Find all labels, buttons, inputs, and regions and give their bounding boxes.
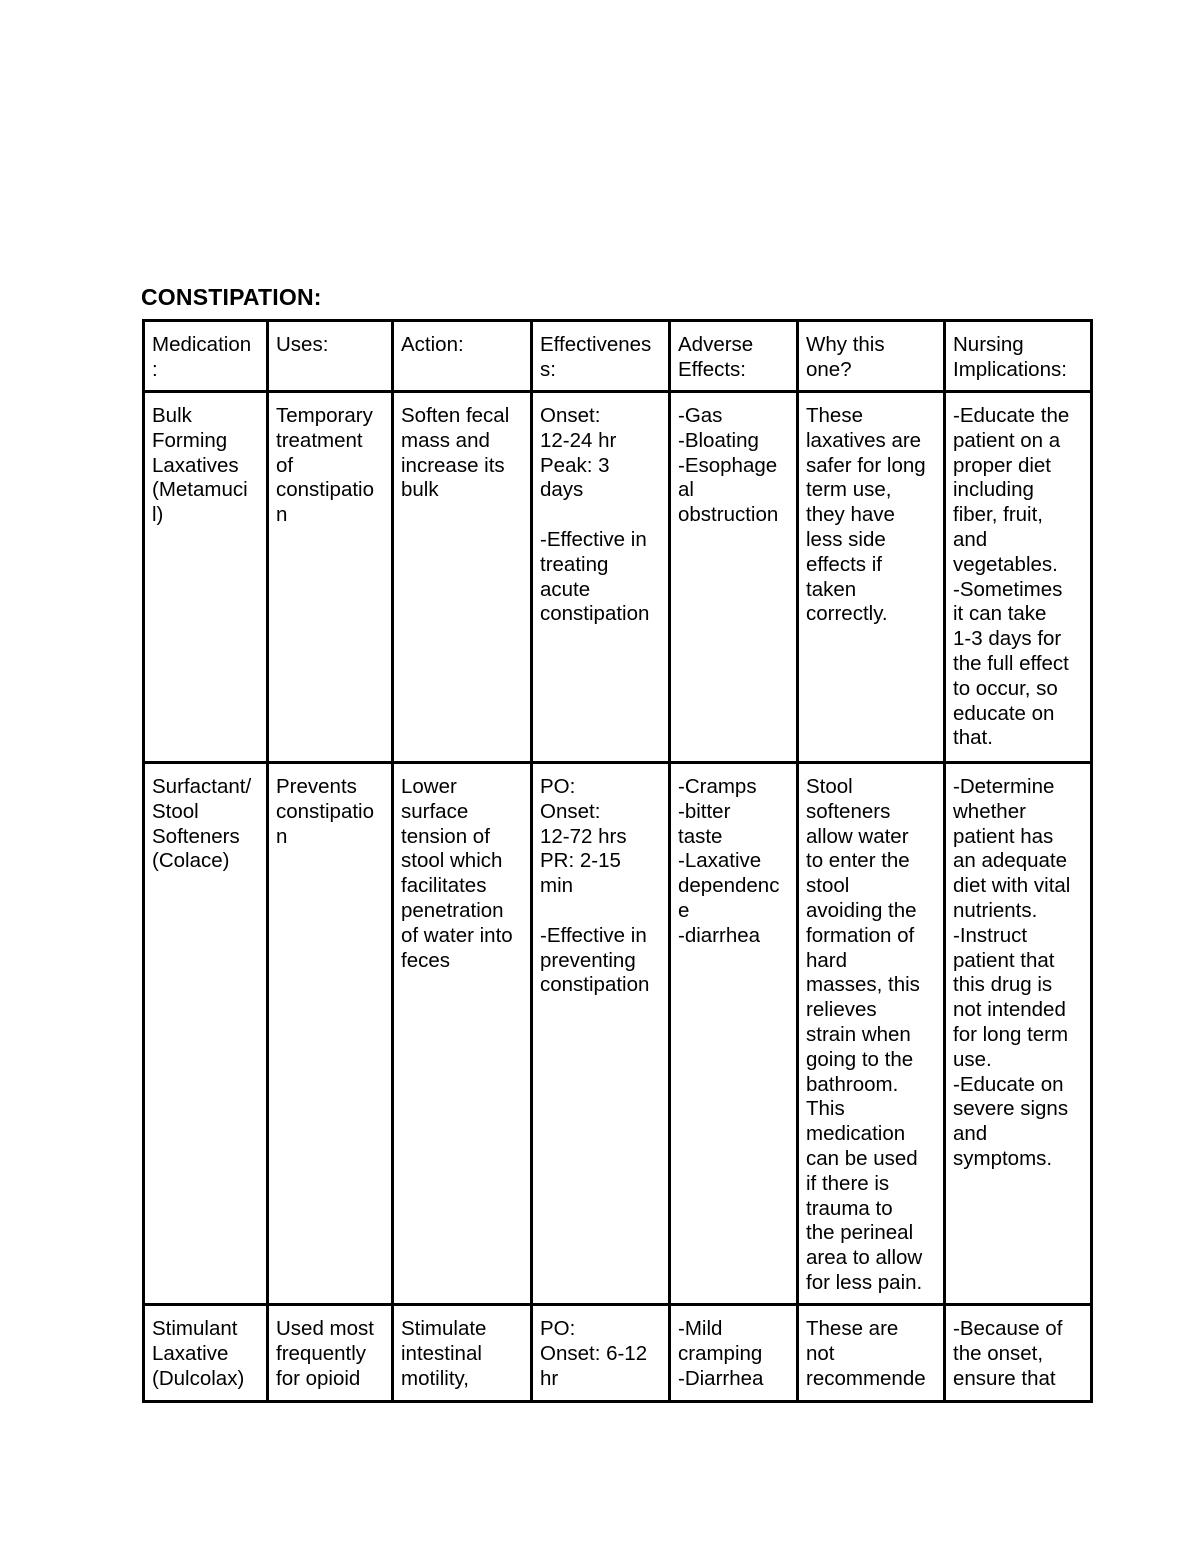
header-effectiveness: Effectivenes s:: [532, 321, 670, 392]
cell-adverse-effects: -Mild cramping -Diarrhea: [670, 1305, 798, 1402]
header-why-this-one: Why this one?: [798, 321, 945, 392]
cell-action: Lower surface tension of stool which facilitates penetration of water into feces: [393, 763, 532, 1305]
header-action: Action:: [393, 321, 532, 392]
table-row: [144, 1305, 1092, 1402]
table-row: [144, 392, 1092, 763]
cell-why-this-one: These are not recommende: [798, 1305, 945, 1402]
header-adverse-effects: Adverse Effects:: [670, 321, 798, 392]
header-nursing-implications: Nursing Implications:: [945, 321, 1092, 392]
cell-medication: Bulk Forming Laxatives (Metamuci l): [144, 392, 268, 763]
cell-uses: Prevents constipatio n: [268, 763, 393, 1305]
cell-adverse-effects: -Cramps -bitter taste -Laxative dependenc e -diarrhea: [670, 763, 798, 1305]
table-header-row: [144, 321, 1092, 392]
cell-medication: Stimulant Laxative (Dulcolax): [144, 1305, 268, 1402]
cell-action: Stimulate intestinal motility,: [393, 1305, 532, 1402]
table-row: [144, 763, 1092, 1305]
cell-why-this-one: These laxatives are safer for long term use, they have less side effects if taken correctly.: [798, 392, 945, 763]
page-title: CONSTIPATION:: [141, 284, 322, 310]
cell-nursing-implications: -Educate the patient on a proper diet including fiber, fruit, and vegetables. -Sometimes it can take 1-3 days for the full effect to occur, so educate on that.: [945, 392, 1092, 763]
cell-uses: Used most frequently for opioid: [268, 1305, 393, 1402]
cell-action: Soften fecal mass and increase its bulk: [393, 392, 532, 763]
header-uses: Uses:: [268, 321, 393, 392]
cell-nursing-implications: -Because of the onset, ensure that: [945, 1305, 1092, 1402]
cell-nursing-implications: -Determine whether patient has an adequate diet with vital nutrients. -Instruct patient that this drug is not intended for long term use. -Educate on severe signs and symptoms.: [945, 763, 1092, 1305]
cell-medication: Surfactant/ Stool Softeners (Colace): [144, 763, 268, 1305]
cell-adverse-effects: -Gas -Bloating -Esophage al obstruction: [670, 392, 798, 763]
cell-effectiveness: PO: Onset: 12-72 hrs PR: 2-15 min -Effective in preventing constipation: [532, 763, 670, 1305]
cell-effectiveness: Onset: 12-24 hr Peak: 3 days -Effective in treating acute constipation: [532, 392, 670, 763]
cell-uses: Temporary treatment of constipatio n: [268, 392, 393, 763]
cell-why-this-one: Stool softeners allow water to enter the stool avoiding the formation of hard masses, this relieves strain when going to the bathroom. This medication can be used if there is trauma to the perineal area to allow for less pain.: [798, 763, 945, 1305]
medication-table: [142, 319, 1093, 1403]
cell-effectiveness: PO: Onset: 6-12 hr: [532, 1305, 670, 1402]
header-medication: Medication :: [144, 321, 268, 392]
